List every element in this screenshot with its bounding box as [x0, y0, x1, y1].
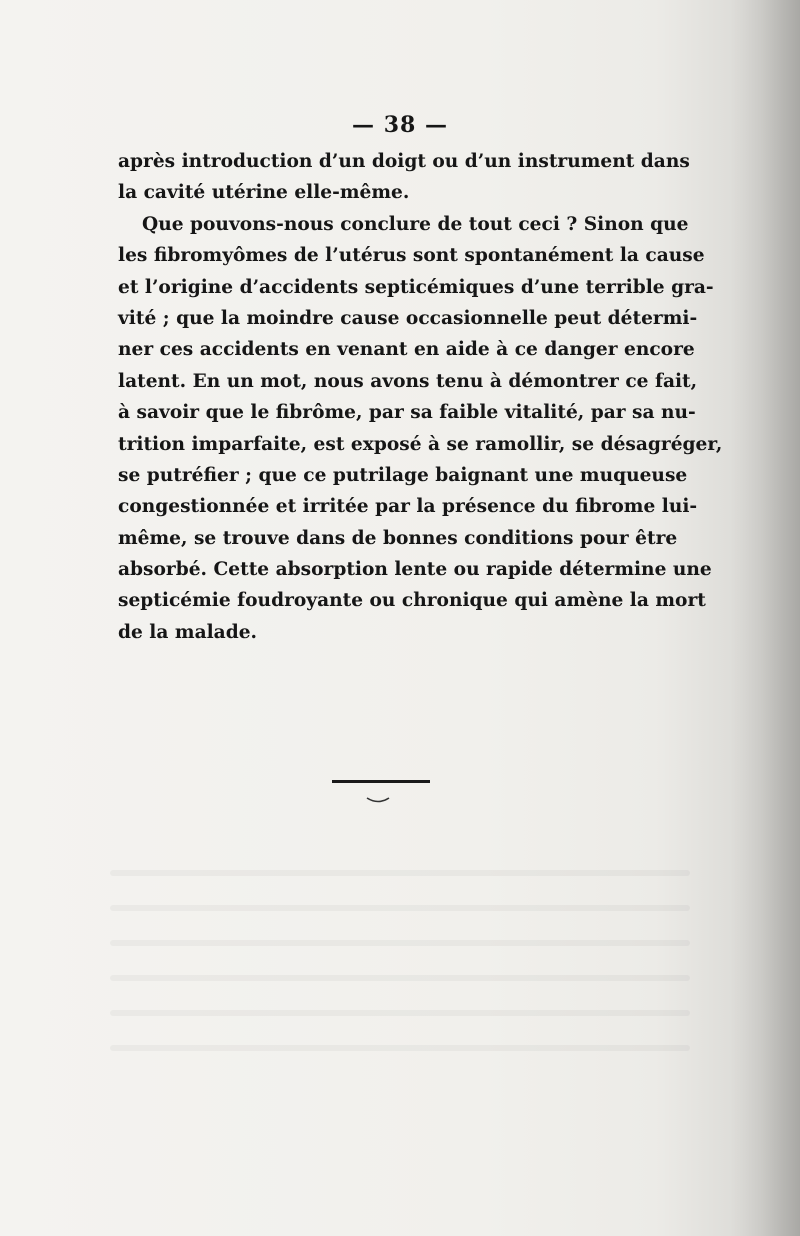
page-edge-shadow — [730, 0, 800, 1236]
text-line: trition imparfaite, est exposé à se ramollir, se désagréger, — [118, 433, 723, 455]
text-line: même, se trouve dans de bonnes conditions pour être — [118, 527, 678, 549]
text-line: la cavité utérine elle-même. — [118, 182, 410, 204]
bleed-through-mark — [110, 940, 690, 946]
text-line: ner ces accidents en venant en aide à ce danger encore — [118, 339, 695, 361]
section-rule — [332, 780, 430, 783]
text-line: absorbé. Cette absorption lente ou rapide détermine une — [118, 559, 712, 581]
text-line: Que pouvons-nous conclure de tout ceci ? Sinon que — [142, 213, 689, 235]
bleed-through-mark — [110, 905, 690, 911]
bleed-through-mark — [110, 1010, 690, 1016]
body-text — [118, 146, 723, 648]
text-line: se putréfier ; que ce putrilage baignant une muqueuse — [118, 464, 688, 486]
text-line: de la malade. — [118, 621, 258, 643]
text-line: à savoir que le fibrôme, par sa faible vitalité, par sa nu- — [118, 402, 696, 424]
text-line: les fibromyômes de l’utérus sont spontanément la cause — [118, 245, 705, 267]
text-line: vité ; que la moindre cause occasionnelle peut détermi- — [118, 307, 698, 329]
page-number: — 38 — — [352, 112, 448, 138]
text-line: septicémie foudroyante ou chronique qui amène la mort — [118, 590, 706, 612]
bleed-through-mark — [110, 870, 690, 876]
text-line: latent. En un mot, nous avons tenu à démontrer ce fait, — [118, 370, 698, 392]
flourish-ornament — [366, 796, 390, 804]
text-line: congestionnée et irritée par la présence du fibrome lui- — [118, 496, 698, 518]
text-line: après introduction d’un doigt ou d’un instrument dans — [118, 151, 690, 172]
text-line: et l’origine d’accidents septicémiques d’une terrible gra- — [118, 276, 714, 298]
bleed-through-mark — [110, 1045, 690, 1051]
bleed-through-mark — [110, 975, 690, 981]
